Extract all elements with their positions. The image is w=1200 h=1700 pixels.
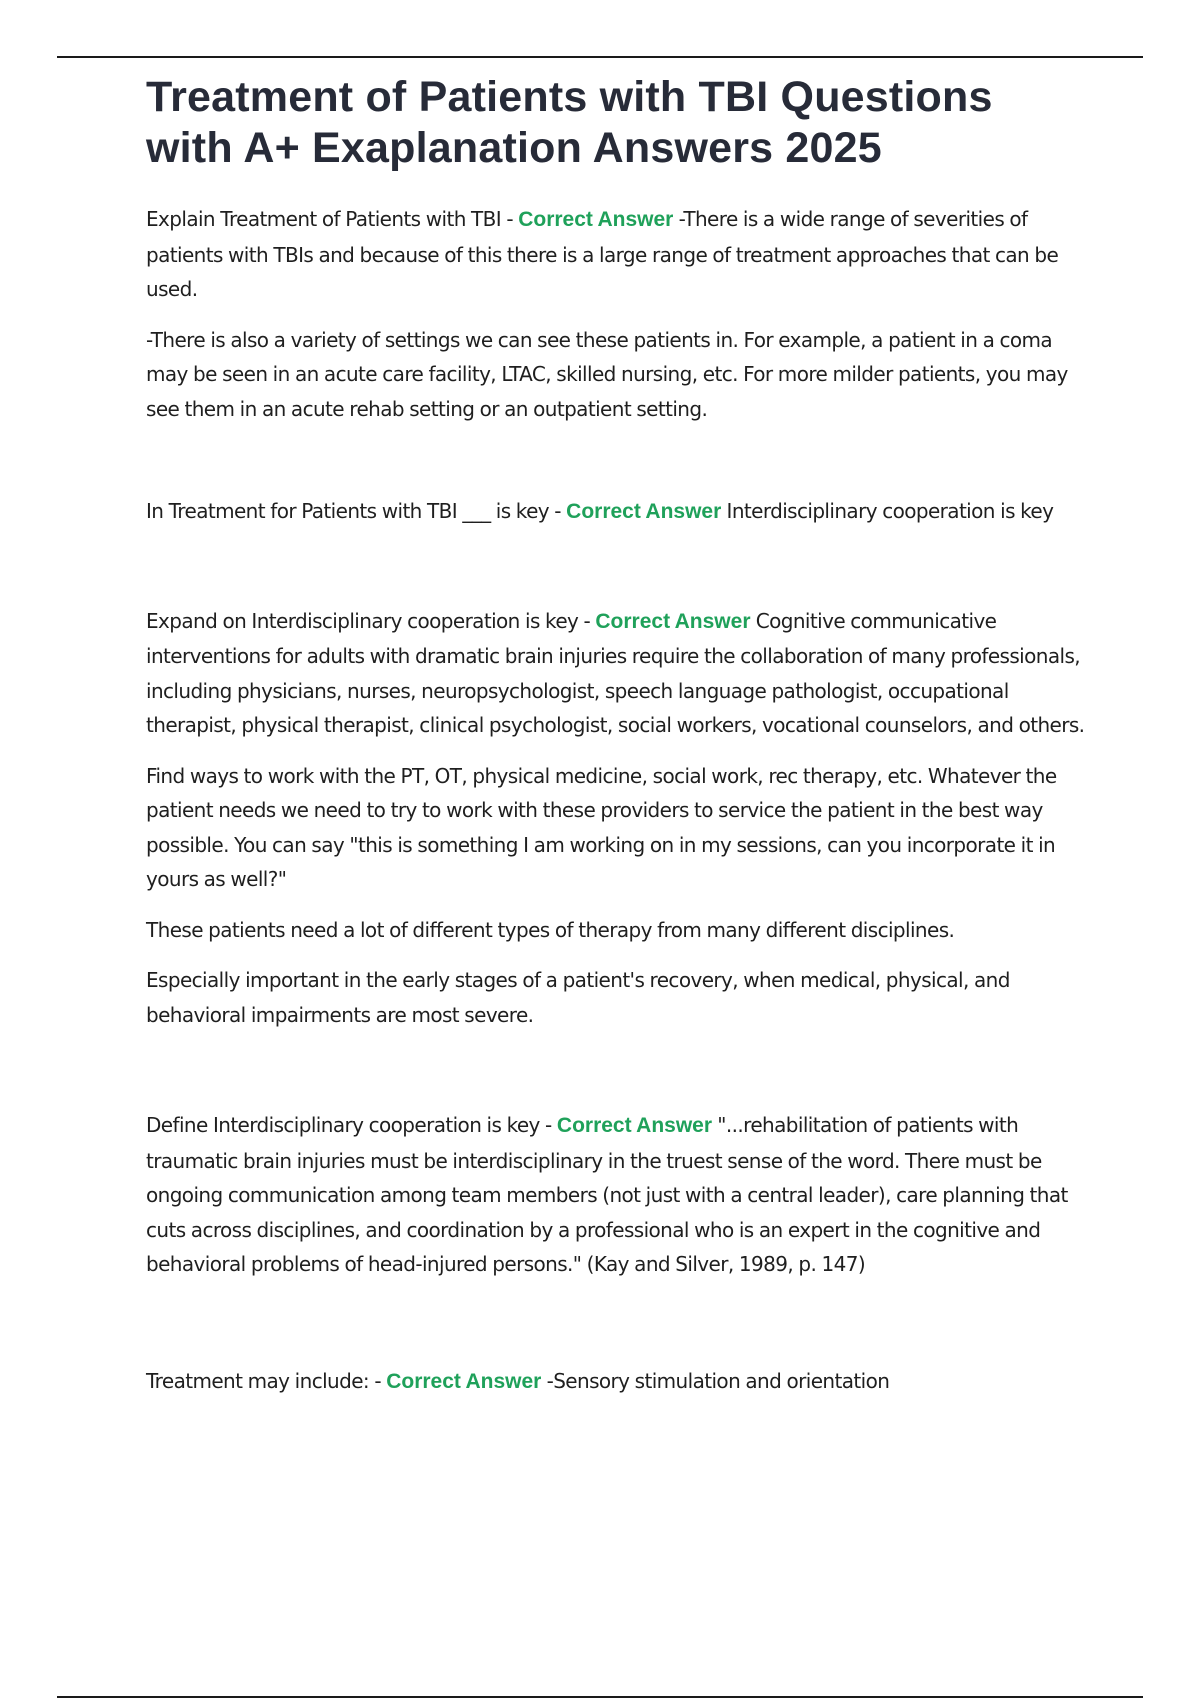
correct-answer-label: Correct Answer <box>556 1114 713 1137</box>
qa-lead-paragraph <box>146 494 1094 530</box>
correct-answer-label: Correct Answer <box>595 609 751 633</box>
top-rule <box>57 56 1143 58</box>
qa-item <box>146 202 1094 426</box>
answer-paragraph: Find ways to work with the PT, OT, physical medicine, social work, rec therapy, etc. Whatever the patient needs we need to try to work with these providers to service the patient in the best way possible. You can say "this is something I am working on in my sessions, can you incorporate it in yours as well?" <box>146 763 1057 891</box>
answer-paragraph: Especially important in the early stages of a patient's recovery, when medical, physical, and behavioral impairments are most severe. <box>146 968 1010 1027</box>
qa-lead-paragraph <box>146 604 1094 743</box>
answer-text: Interdisciplinary cooperation is key <box>721 499 1054 523</box>
title-line-2: with A+ Exaplanation Answers 2025 <box>146 124 882 172</box>
title-line-1: Treatment of Patients with TBI Questions <box>146 73 993 121</box>
qa-lead-paragraph <box>146 202 1094 307</box>
answer-text: Cognitive communicative interventions for adults with dramatic brain injuries require the collaboration of many professionals, including physicians, nurses, neuropsychologist, speech language pathologist, occupational therapist, physical therapist, clinical psychologist, social workers, vocational counselors, and others. <box>146 608 1085 737</box>
correct-answer-label: Correct Answer <box>386 1369 542 1393</box>
qa-lead-paragraph <box>146 1364 1094 1400</box>
qa-item <box>146 1364 1094 1400</box>
correct-answer-label: Correct Answer <box>566 500 722 523</box>
answer-paragraph: -There is also a variety of settings we can see these patients in. For example, a patient in a coma may be seen in an acute care facility, LTAC, skilled nursing, etc. For more milder patients, you may see them in an acute rehab setting or an outpatient setting. <box>146 327 1068 421</box>
correct-answer-label: Correct Answer <box>518 208 674 231</box>
question-text: Define Interdisciplinary cooperation is key - <box>146 1113 557 1137</box>
answer-paragraph: These patients need a lot of different types of therapy from many different disciplines. <box>146 917 955 942</box>
document-body <box>146 72 1094 1415</box>
document-title <box>146 72 1094 174</box>
qa-item <box>146 494 1094 530</box>
answer-text: -There is a wide range of severities of patients with TBIs and because of this there is a large range of treatment approaches that can be used. <box>146 207 1059 301</box>
question-text: Explain Treatment of Patients with TBI - <box>146 207 519 231</box>
question-text: Expand on Interdisciplinary cooperation is key - <box>146 608 596 633</box>
answer-text: -Sensory stimulation and orientation <box>546 1368 890 1393</box>
bottom-rule <box>57 1696 1143 1698</box>
answer-text: "...rehabilitation of patients with traumatic brain injuries must be interdisciplinary in the truest sense of the word. There must be ongoing communication among team members (not just with a central leader), care planning that cuts across disciplines, and coordination by a professional who is an expert in the cognitive and behavioral problems of head-injured persons." (Kay and Silver, 1989, p. 147) <box>146 1113 1068 1276</box>
qa-item <box>146 1108 1094 1282</box>
question-text: In Treatment for Patients with TBI ___ is key - <box>146 499 567 523</box>
question-text: Treatment may include: - <box>146 1368 387 1393</box>
qa-item <box>146 604 1094 1033</box>
qa-lead-paragraph <box>146 1108 1094 1282</box>
